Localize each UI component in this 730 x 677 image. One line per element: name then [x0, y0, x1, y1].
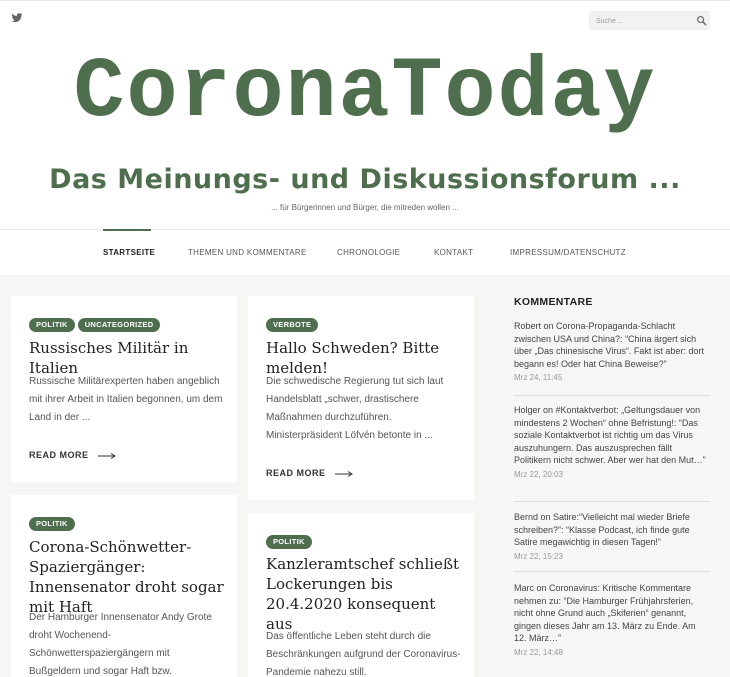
nav-item-impressum-datenschutz[interactable]: IMPRESSUM/DATENSCHUTZ — [510, 248, 626, 257]
comment-date: Mrz 22, 14:48 — [514, 647, 563, 657]
category-badge[interactable]: POLITIK — [29, 517, 75, 531]
top-bar — [0, 0, 730, 36]
comment-item — [514, 320, 710, 396]
post-categories — [266, 531, 315, 549]
nav-item-startseite[interactable]: STARTSEITE — [103, 248, 156, 257]
search-icon[interactable] — [696, 15, 707, 26]
category-badge[interactable]: POLITIK — [29, 318, 75, 332]
post-excerpt: Die schwedische Regierung tut sich laut Handelsblatt „schwer, drastischere Maßnahmen durchzuführen. Ministerpräsident Löfvén betonte in ... — [266, 376, 444, 441]
twitter-icon[interactable] — [11, 12, 23, 24]
post-title[interactable]: Hallo Schweden? Bitte melden! — [266, 339, 440, 377]
comment-date: Mrz 22, 20:03 — [514, 469, 563, 479]
search-input[interactable] — [596, 15, 686, 27]
comment-item — [514, 511, 710, 572]
read-more-link[interactable] — [29, 450, 116, 460]
sidebar-title: KOMMENTARE — [514, 296, 593, 308]
nav-item-themen-und-kommentare[interactable]: THEMEN UND KOMMENTARE — [188, 248, 307, 257]
arrow-right-icon — [98, 453, 116, 459]
post-categories — [29, 314, 163, 332]
category-badge[interactable]: VERBOTE — [266, 318, 318, 332]
comment-text[interactable]: Holger on #Kontaktverbot: „Geltungsdauer von mindestens 2 Wochen“ ohne Befristung!: “Das soziale Kontaktverbot ist richtig um das Virus auszuhungern. Das auszusprechen fällt Politikern nicht schwer. Aber wer hat den Mut…” — [514, 405, 706, 465]
search-box[interactable] — [589, 11, 710, 30]
comment-text[interactable]: Bernd on Satire:“Vielleicht mal wieder Briefe schreiben?”: “Klasse Podcast, ich finde gute Satire megawichtig in diesen Tagen!” — [514, 512, 690, 547]
post-categories — [266, 314, 321, 332]
site-tagline: Das Meinungs- und Diskussionsforum ... — [49, 164, 681, 195]
post-excerpt: Der Hamburger Innensenator Andy Grote droht Wochenend-Schönwetterspaziergängern mit Bußgeldern und sogar Haft bzw. — [29, 612, 212, 677]
post-categories — [29, 513, 78, 531]
main-navigation — [0, 229, 730, 275]
nav-item-chronologie[interactable]: CHRONOLOGIE — [337, 248, 401, 257]
arrow-right-icon — [335, 471, 353, 477]
post-title[interactable]: Kanzleramtschef schließt Lockerungen bis 20.4.2020 konsequent aus — [266, 555, 459, 633]
read-more-link[interactable] — [266, 468, 353, 478]
nav-active-indicator — [103, 229, 151, 231]
read-more-label: READ MORE — [266, 468, 326, 478]
post-excerpt: Russische Militärexperten haben angeblich mit ihrer Arbeit in Italien begonnen, um dem Land in der ... — [29, 376, 223, 423]
nav-item-kontakt[interactable]: KONTAKT — [434, 248, 474, 257]
site-title[interactable]: CoronaToday — [73, 44, 657, 141]
site-subtagline: ... für Bürgerinnen und Bürger, die mitreden wollen ... — [271, 203, 459, 212]
comment-text[interactable]: Marc on Coronavirus: Kritische Kommentare nehmen zu: “Die Hamburger Frühjahrsferien, nicht ohne Grund auch „Skiferien“ genannt, gingen dieses Jahr am 13. März zu Ende. Am 12. März…” — [514, 583, 696, 643]
comment-item — [514, 582, 710, 672]
post-card — [248, 296, 474, 500]
read-more-label: READ MORE — [29, 450, 89, 460]
comment-text[interactable]: Robert on Corona-Propaganda-Schlacht zwischen USA und China?: “China ärgert sich über „Das chinesische Virus“. Fakt ist aber: dort begann es! Oder hat China Beweise?” — [514, 321, 704, 369]
post-card — [11, 296, 237, 482]
comment-item — [514, 404, 710, 502]
post-title[interactable]: Corona-Schönwetter-Spaziergänger: Innensenator droht sogar mit Haft — [29, 538, 224, 616]
post-excerpt: Das öffentliche Leben steht durch die Beschränkungen aufgrund der Coronavirus-Pandemie nahezu still. — [266, 631, 461, 677]
category-badge[interactable]: POLITIK — [266, 535, 312, 549]
post-title[interactable]: Russisches Militär in Italien — [29, 339, 189, 377]
comment-date: Mrz 22, 15:23 — [514, 551, 563, 561]
category-badge[interactable]: UNCATEGORIZED — [78, 318, 161, 332]
post-card — [248, 513, 474, 677]
post-card — [11, 495, 237, 677]
comment-date: Mrz 24, 11:45 — [514, 373, 563, 382]
